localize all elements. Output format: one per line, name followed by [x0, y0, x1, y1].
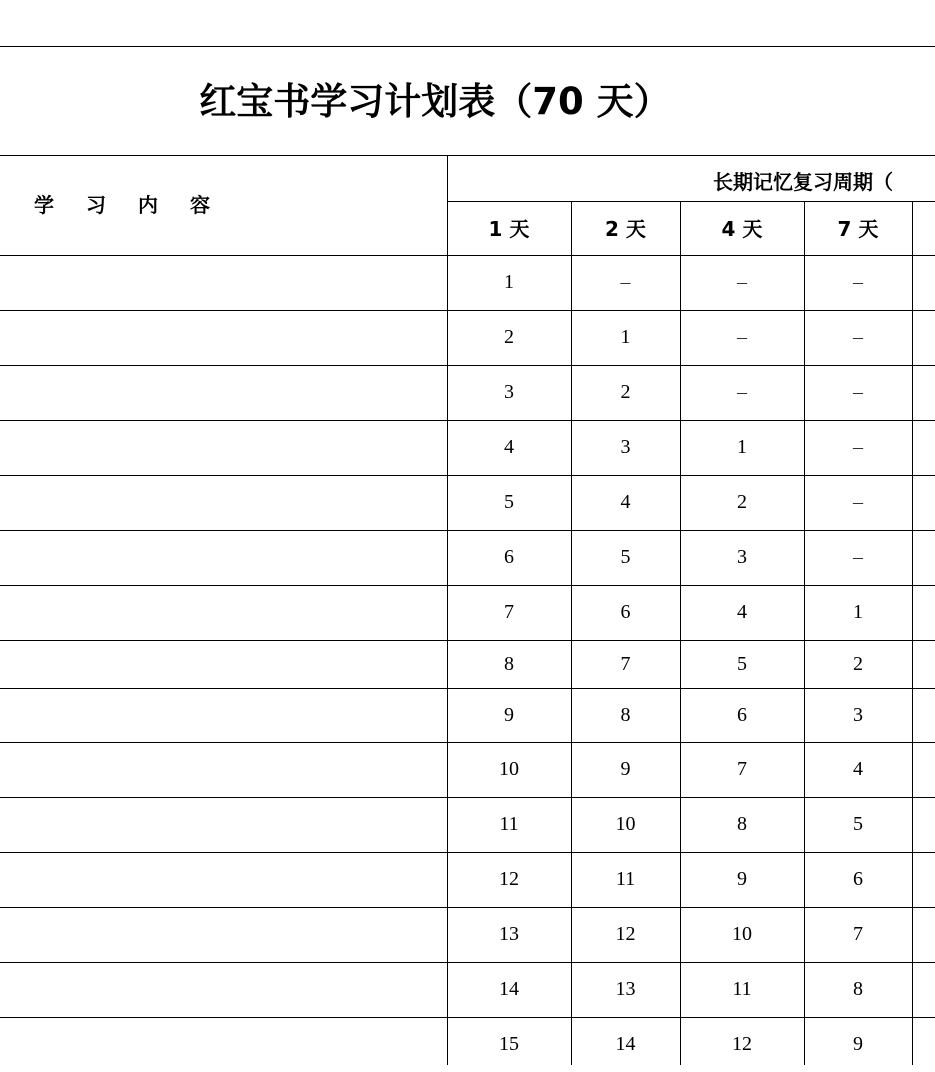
study-content-cell[interactable] [0, 907, 447, 962]
table-cell: 6 [737, 704, 747, 726]
page-title: 红宝书学习计划表（70 天） [199, 80, 671, 123]
study-content-cell[interactable] [0, 640, 447, 688]
study-content-cell[interactable] [0, 962, 447, 1017]
table-cell: 10 [615, 813, 636, 835]
table-cell: 9 [853, 1033, 863, 1055]
table-cell: 7 [504, 601, 514, 623]
study-content-cell[interactable] [0, 310, 447, 365]
column-header-1-day: 1 天 [488, 217, 530, 241]
table-cell: 14 [615, 1033, 636, 1055]
study-content-cell[interactable] [0, 688, 447, 742]
table-cell: 9 [620, 758, 631, 780]
study-content-cell[interactable] [0, 420, 447, 475]
table-cell: 13 [499, 923, 519, 945]
table-cell: 12 [732, 1033, 752, 1055]
column-header-2-day: 2 天 [605, 217, 646, 241]
table-cell: 4 [737, 601, 747, 623]
table-cell: – [853, 546, 863, 568]
review-cycle-header: 长期记忆复习周期（ [713, 170, 893, 194]
table-cell: 2 [504, 326, 514, 348]
table-cell: 4 [853, 758, 863, 780]
table-cell: 6 [504, 546, 514, 568]
table-cell: 11 [732, 978, 752, 1000]
table-cell: – [853, 326, 863, 348]
column-header-4-day: 4 天 [721, 217, 763, 241]
table-cell: 8 [737, 813, 747, 835]
study-content-cell[interactable] [0, 365, 447, 420]
table-cell: 3 [620, 436, 631, 458]
table-cell: 9 [737, 868, 747, 890]
table-cell: 7 [853, 923, 863, 945]
table-cell: 3 [853, 704, 863, 726]
table-cell: 8 [620, 704, 631, 726]
table-cell: 2 [853, 653, 863, 675]
table-cell: 7 [620, 653, 631, 675]
table-cell: – [853, 271, 863, 293]
table-cell: 8 [504, 653, 514, 675]
table-cell: 15 [499, 1033, 519, 1055]
table-cell: 11 [615, 868, 636, 890]
table-cell: 1 [737, 436, 747, 458]
table-cell: 5 [620, 546, 631, 568]
table-cell: 1 [620, 326, 631, 348]
study-content-cell[interactable] [0, 530, 447, 585]
table-cell: 2 [620, 381, 631, 403]
table-cell: 1 [504, 271, 514, 293]
table-cell: 7 [737, 758, 747, 780]
table-cell: – [853, 381, 863, 403]
study-content-cell[interactable] [0, 1017, 447, 1072]
study-content-cell[interactable] [0, 475, 447, 530]
study-content-cell[interactable] [0, 255, 447, 310]
study-content-cell[interactable] [0, 797, 447, 852]
table-cell: – [737, 326, 747, 348]
table-cell: 5 [504, 491, 514, 513]
study-content-cell[interactable] [0, 585, 447, 640]
table-cell: 10 [499, 758, 519, 780]
table-cell: 9 [504, 704, 514, 726]
table-cell: 13 [615, 978, 636, 1000]
table-cell: 3 [737, 546, 747, 568]
table-cell: 1 [853, 601, 863, 623]
table-cell: – [737, 381, 747, 403]
table-cell: – [853, 491, 863, 513]
table-cell: 5 [737, 653, 747, 675]
table-cell: 4 [504, 436, 514, 458]
table-cell: 5 [853, 813, 863, 835]
table-cell: 6 [620, 601, 631, 623]
column-header-7-day: 7 天 [837, 217, 879, 241]
study-content-cell[interactable] [0, 742, 447, 797]
table-cell: 12 [615, 923, 636, 945]
table-cell: – [620, 271, 631, 293]
table-cell: 6 [853, 868, 863, 890]
table-cell: – [853, 436, 863, 458]
table-cell: 3 [504, 381, 514, 403]
table-cell: 10 [732, 923, 752, 945]
table-cell: – [737, 271, 747, 293]
table-cell: 2 [737, 491, 747, 513]
top-rule [0, 46, 935, 47]
table-cell: 12 [499, 868, 519, 890]
table-cell: 8 [853, 978, 863, 1000]
col-divider-4 [912, 201, 913, 1065]
content-column-header: 学习内容 [34, 193, 242, 217]
table-cell: 14 [499, 978, 519, 1000]
table-cell: 4 [620, 491, 631, 513]
study-content-cell[interactable] [0, 852, 447, 907]
table-cell: 11 [499, 813, 519, 835]
